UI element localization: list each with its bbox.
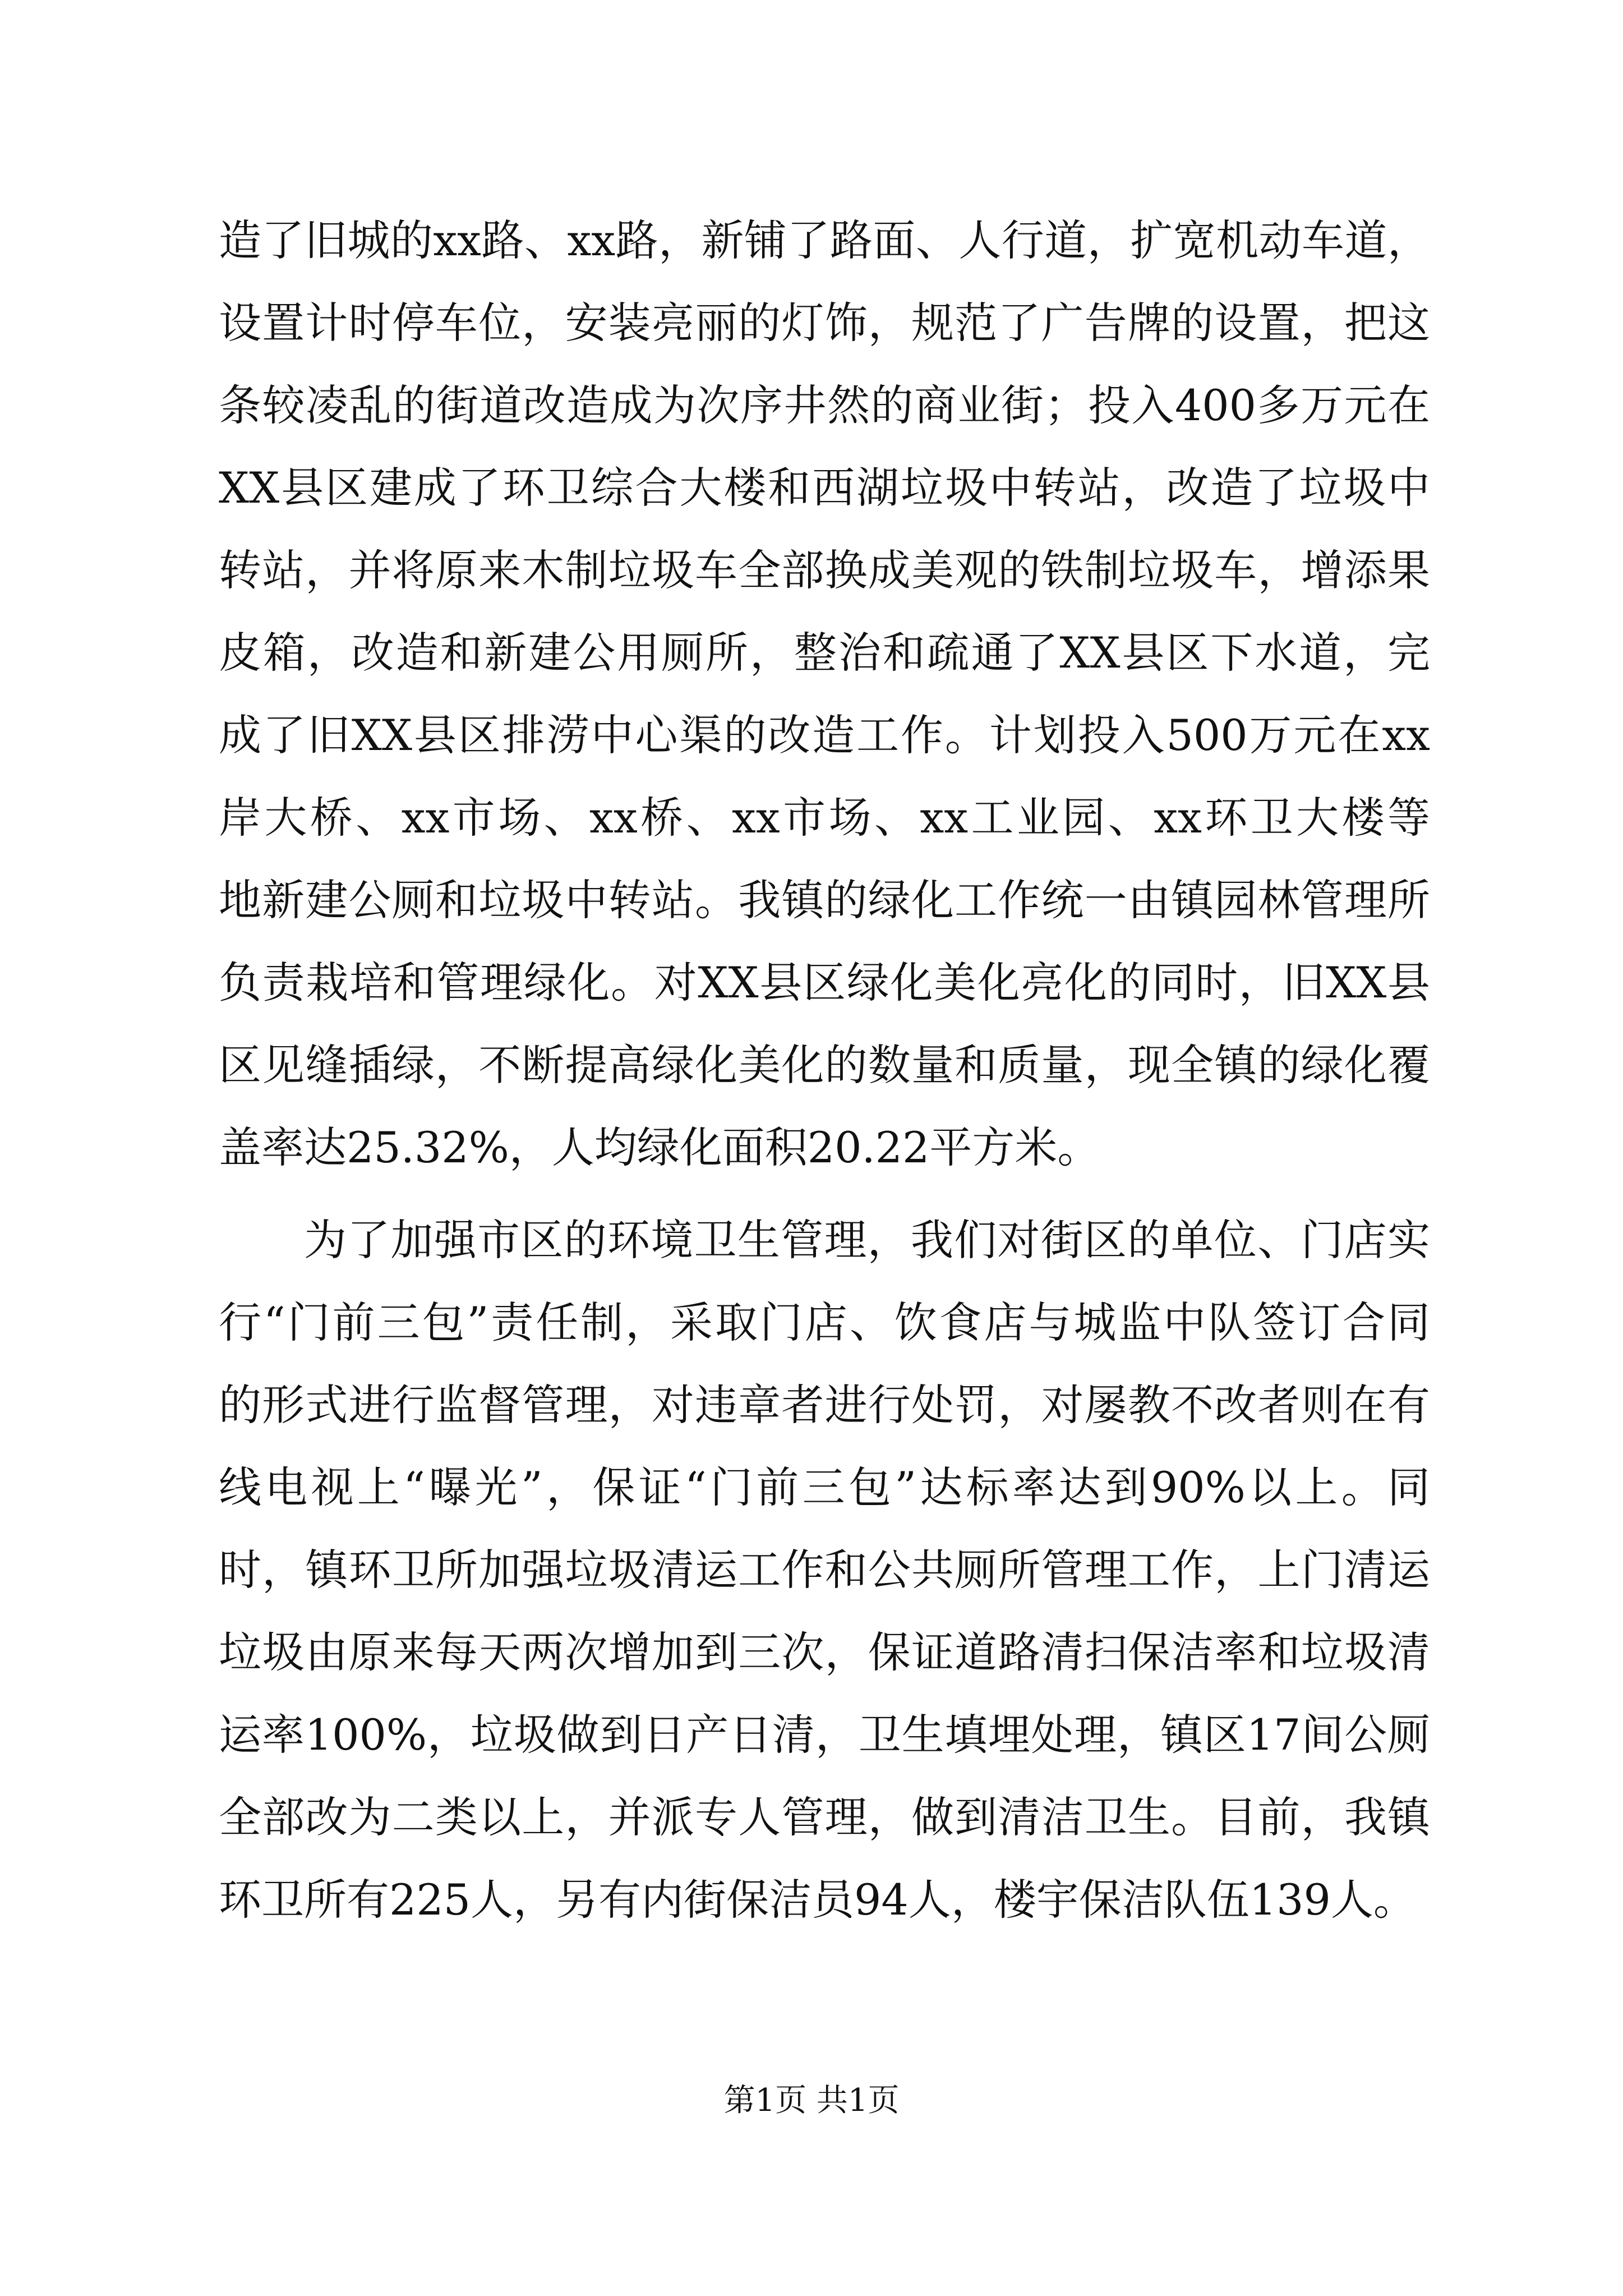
text-line: 造了旧城的xx路、xx路，新铺了路面、人行道，扩宽机动车道，	[219, 215, 1430, 265]
text-line: 条较凌乱的街道改造成为次序井然的商业街；投入400多万元在	[219, 380, 1430, 430]
paragraph	[219, 199, 1430, 1189]
text-line: 环卫所有225人，另有内街保洁员94人，楼宇保洁队伍139人。	[219, 1875, 1416, 1925]
text-line: 运率100%，垃圾做到日产日清，卫生填埋处理，镇区17间公厕	[219, 1710, 1430, 1760]
text-line: 行“门前三包”责任制，采取门店、饮食店与城监中队签订合同	[219, 1297, 1430, 1347]
text-line: 成了旧XX县区排涝中心渠的改造工作。计划投入500万元在xx	[219, 710, 1430, 760]
text-line: 为了加强市区的环境卫生管理，我们对街区的单位、门店实	[304, 1215, 1430, 1265]
text-line: 转站，并将原来木制垃圾车全部换成美观的铁制垃圾车，增添果	[219, 545, 1430, 595]
text-line: 线电视上“曝光”，保证“门前三包”达标率达到90%以上。同	[219, 1462, 1430, 1512]
text-line: 区见缝插绿，不断提高绿化美化的数量和质量，现全镇的绿化覆	[219, 1040, 1430, 1090]
text-line: 垃圾由原来每天两次增加到三次，保证道路清扫保洁率和垃圾清	[219, 1627, 1430, 1677]
document-body	[219, 199, 1430, 1941]
page-footer: 第1页 共1页	[723, 2082, 900, 2119]
paragraph-spacer	[219, 1189, 1430, 1199]
text-line: 岸大桥、xx市场、xx桥、xx市场、xx工业园、xx环卫大楼等	[219, 793, 1430, 843]
paragraph	[219, 1199, 1430, 1941]
text-line: 盖率达25.32%，人均绿化面积20.22平方米。	[219, 1122, 1100, 1172]
text-line: 设置计时停车位，安装亮丽的灯饰，规范了广告牌的设置，把这	[219, 298, 1430, 348]
text-line: 时，镇环卫所加强垃圾清运工作和公共厕所管理工作，上门清运	[219, 1545, 1430, 1595]
text-line: 地新建公厕和垃圾中转站。我镇的绿化工作统一由镇园林管理所	[219, 875, 1430, 925]
text-line: 的形式进行监督管理，对违章者进行处罚，对屡教不改者则在有	[219, 1380, 1430, 1430]
text-line: 负责栽培和管理绿化。对XX县区绿化美化亮化的同时，旧XX县	[219, 958, 1430, 1007]
text-line: 全部改为二类以上，并派专人管理，做到清洁卫生。目前，我镇	[219, 1792, 1430, 1842]
text-line: 皮箱，改造和新建公用厕所，整治和疏通了XX县区下水道，完	[219, 628, 1430, 678]
text-line: XX县区建成了环卫综合大楼和西湖垃圾中转站，改造了垃圾中	[219, 463, 1430, 513]
